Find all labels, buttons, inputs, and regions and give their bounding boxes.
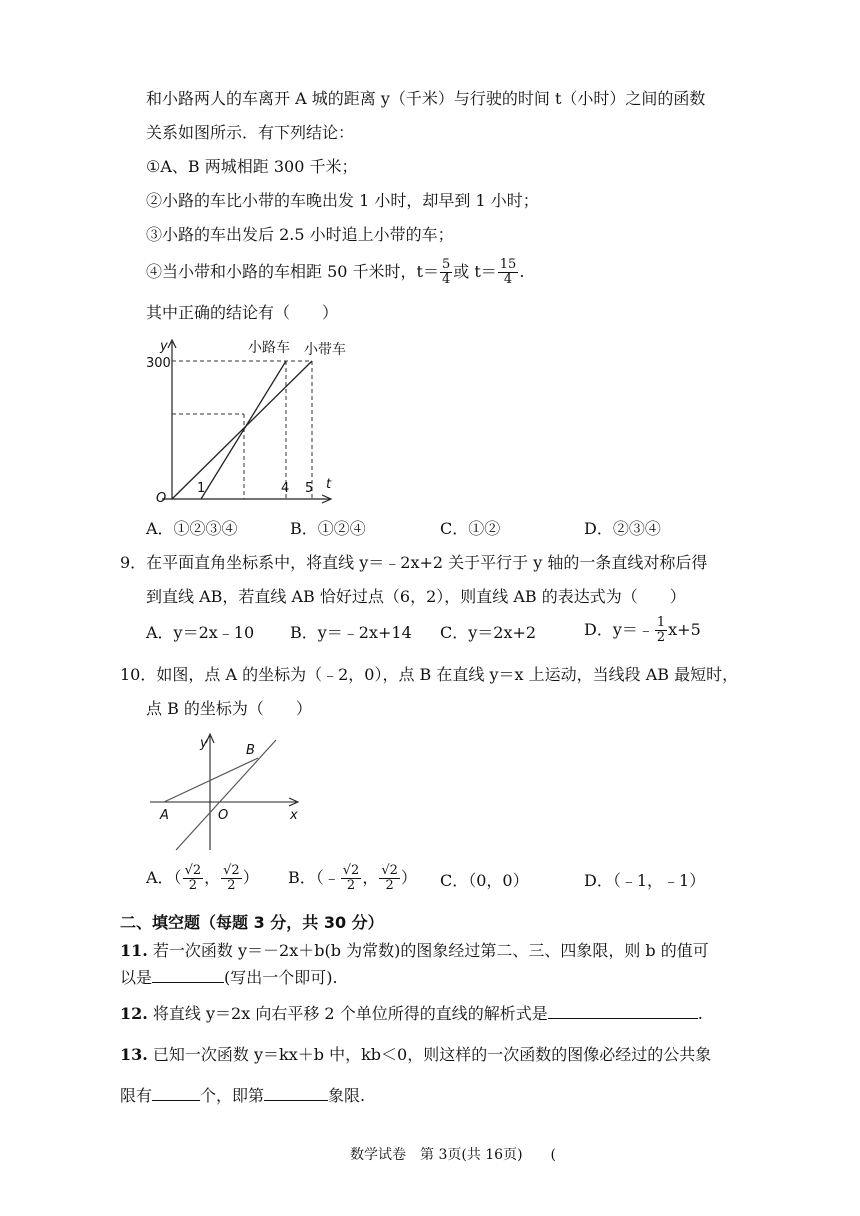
q13-line2-middle: 个，即第	[200, 1086, 265, 1105]
q8-option-a: A．①②③④	[146, 519, 238, 538]
q13-number: 13.	[120, 1045, 148, 1064]
q9-option-c: C．y＝2x+2	[440, 623, 537, 642]
numerator: 15	[499, 257, 517, 272]
fraction	[655, 616, 667, 645]
q8-ask: 其中正确的结论有（ ）	[146, 303, 339, 322]
fraction	[498, 258, 519, 287]
q12-text-end: .	[697, 1004, 703, 1023]
q13-text: 已知一次函数 y＝kx＋b 中，kb＜0，则这样的一次函数的图像必经过的公共象	[147, 1045, 712, 1064]
q12-answer-blank[interactable]	[548, 1002, 698, 1019]
q9-stem-line2: 到直线 AB，若直线 AB 恰好过点（6，2），则直线 AB 的表达式为（ ）	[146, 587, 686, 606]
q13-blank-quadrant[interactable]	[264, 1084, 328, 1101]
q8-distance-time-graph	[140, 336, 380, 506]
q10-option-a	[146, 864, 259, 893]
y-axis-label: y	[160, 339, 168, 354]
separator: ，	[362, 868, 379, 887]
label-xiaodai: 小带车	[304, 342, 346, 358]
fraction	[379, 864, 400, 893]
q10-stem-line2: 点 B 的坐标为（ ）	[146, 699, 312, 718]
q9-option-b: B．y＝﹣2x+14	[290, 623, 412, 642]
q8-stem-line2: 关系如图所示．有下列结论：	[146, 123, 355, 142]
fraction	[183, 864, 204, 893]
fraction	[221, 864, 242, 893]
q10-option-b	[288, 864, 417, 893]
fraction	[341, 864, 362, 893]
q13-blank-count[interactable]	[152, 1084, 200, 1101]
q10-option-d: D．（﹣1，﹣1）	[584, 871, 706, 890]
q8-c4-mid: 或 t＝	[453, 262, 497, 281]
fraction	[440, 258, 452, 287]
q8-c4-text: ④当小带和小路的车相距 50 千米时，t＝	[146, 262, 439, 281]
label-xiaolu: 小路车	[248, 340, 290, 356]
xiaodai-line	[172, 361, 312, 499]
q8-conclusion-1: ①A、B 两城相距 300 千米；	[146, 157, 358, 176]
q13-line2	[120, 1084, 365, 1107]
x-tick-4: 4	[281, 481, 290, 496]
section-2-title: 二、填空题（每题 3 分，共 30 分）	[120, 913, 384, 932]
point-a-label: A	[160, 808, 169, 823]
point-b-label: B	[246, 743, 255, 758]
q9-option-d-prefix: D．y＝﹣	[584, 620, 654, 639]
q11-answer-blank[interactable]	[152, 966, 224, 983]
q10-option-a-suffix: ）	[242, 868, 259, 887]
q9-option-d-suffix: x+5	[668, 620, 701, 639]
q13-line2-suffix: 象限.	[328, 1086, 366, 1105]
q8-option-c: C．①②	[440, 519, 501, 538]
denominator: 2	[346, 878, 356, 893]
q9-option-d	[584, 616, 701, 645]
q8-conclusion-4	[146, 258, 524, 287]
numerator: 1	[656, 615, 666, 630]
numerator: √2	[223, 863, 240, 878]
denominator: 4	[503, 272, 513, 287]
q12-text: 将直线 y＝2x 向右平移 2 个单位所得的直线的解析式是	[147, 1004, 548, 1023]
q10-option-a-prefix: A．（	[146, 868, 182, 887]
q12-number: 12.	[120, 1004, 148, 1023]
q11-line2	[120, 966, 338, 989]
page-footer: 数学试卷 第 3页(共 16页) (	[350, 1147, 557, 1163]
q8-c4-end: .	[519, 262, 525, 281]
numerator: √2	[342, 863, 360, 878]
q9-option-a: A．y＝2x﹣10	[146, 623, 255, 642]
q8-option-b: B．①②④	[290, 519, 366, 538]
segment-ab	[164, 758, 258, 802]
q13-line2-prefix: 限有	[120, 1086, 153, 1105]
q12-line	[120, 1002, 703, 1025]
q11-line1	[120, 940, 709, 962]
y-axis-label: y	[200, 736, 208, 751]
x-tick-1: 1	[197, 481, 206, 496]
denominator: 2	[188, 878, 197, 893]
denominator: 4	[441, 272, 451, 287]
denominator: 2	[385, 878, 394, 893]
q8-conclusion-2: ②小路的车比小带的车晚出发 1 小时，却早到 1 小时；	[146, 191, 539, 210]
q10-option-b-suffix: ）	[400, 868, 417, 887]
denominator: 2	[656, 630, 666, 645]
q10-option-b-prefix: B．（﹣	[288, 868, 340, 887]
q8-stem-line1: 和小路两人的车离开 A 城的距离 y（千米）与行驶的时间 t（小时）之间的函数	[146, 89, 706, 108]
x-tick-5: 5	[305, 481, 314, 496]
q11-line2-prefix: 以是	[120, 968, 153, 987]
numerator: √2	[184, 863, 202, 878]
numerator: 5	[441, 257, 451, 272]
x-axis-label: x	[290, 808, 298, 823]
separator: ，	[204, 868, 221, 887]
line-y-equals-x	[176, 740, 276, 850]
x-axis-label: t	[326, 477, 332, 492]
q10-stem-line1: 10．如图，点 A 的坐标为（﹣2，0），点 B 在直线 y＝x 上运动，当线段 AB 最短时，	[120, 665, 739, 684]
q8-option-d: D．②③④	[584, 519, 661, 538]
q10-option-c: C．（0，0）	[440, 871, 529, 890]
y-tick-300: 300	[146, 356, 171, 371]
q11-number: 11.	[120, 941, 148, 960]
q11-line2-suffix: (写出一个即可).	[224, 968, 338, 987]
q11-text: 若一次函数 y＝－2x＋b(b 为常数)的图象经过第二、三、四象限，则 b 的值可	[147, 941, 709, 960]
q8-conclusion-3: ③小路的车出发后 2.5 小时追上小带的车；	[146, 225, 454, 244]
q10-coordinate-graph	[146, 730, 316, 854]
q13-line1	[120, 1044, 711, 1066]
origin-label: O	[218, 808, 229, 823]
origin-label: O	[156, 491, 167, 506]
numerator: √2	[381, 863, 398, 878]
denominator: 2	[227, 878, 236, 893]
q9-stem-line1: 9．在平面直角坐标系中，将直线 y＝﹣2x+2 关于平行于 y 轴的一条直线对称后得	[120, 553, 708, 572]
